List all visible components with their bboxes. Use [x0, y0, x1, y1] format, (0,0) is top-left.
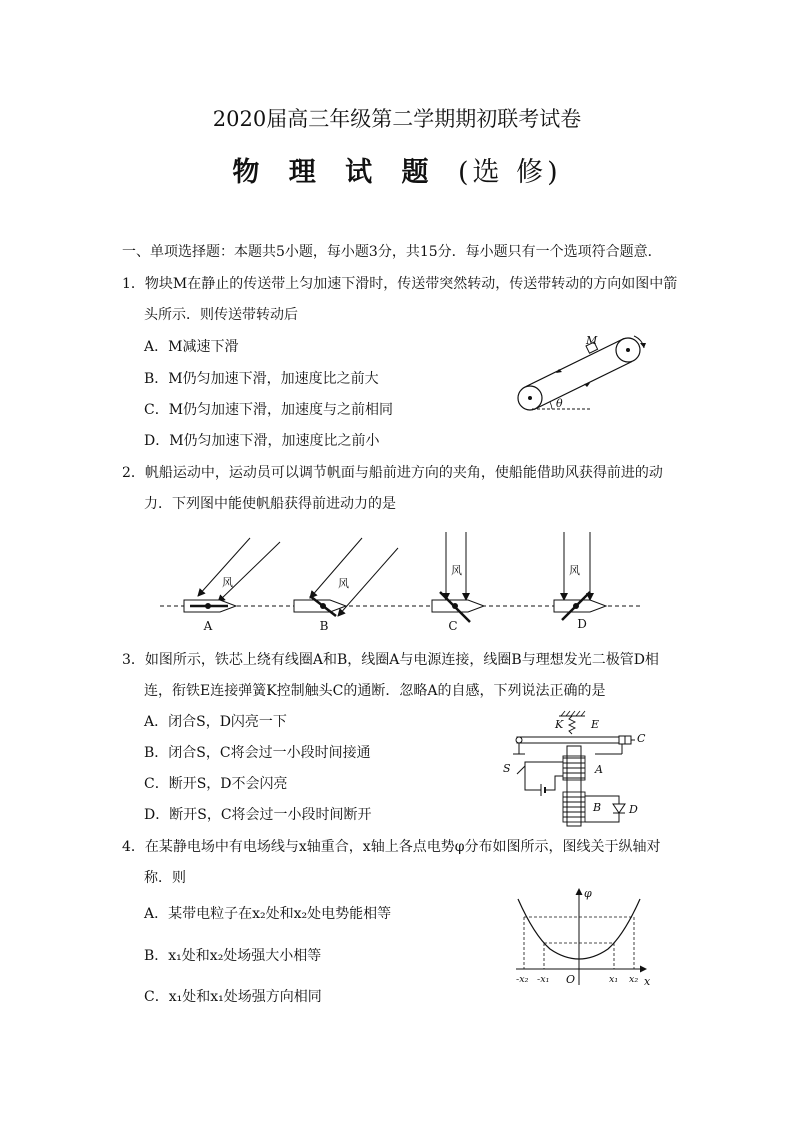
subject-suffix: (选 修) — [457, 157, 562, 188]
q2-stem-line2: 力．下列图中能使帆船获得前进动力的是 — [144, 496, 396, 512]
q1-option-a: A．M减速下滑 — [144, 339, 239, 355]
q2-label-d: D — [577, 617, 587, 631]
q2-label-a: A — [203, 619, 213, 633]
q1-label-m: M — [586, 334, 598, 347]
q4-tick-neg-x2: -x₂ — [516, 974, 529, 985]
q1-option-b: B．M仍匀加速下滑，加速度比之前大 — [144, 371, 379, 387]
q2-figure-d — [554, 532, 606, 631]
q1-option-c: C．M仍匀加速下滑，加速度与之前相同 — [144, 402, 394, 418]
q4-tick-neg-x1: -x₁ — [537, 974, 550, 985]
q3-label-c: C — [637, 732, 646, 745]
q2-figure-c — [432, 532, 484, 633]
q2-wind-b: 风 — [338, 577, 349, 590]
q3-option-d: D．断开S，C将会过一小段时间断开 — [144, 807, 372, 823]
q3-stem-line2: 连，衔铁E连接弹簧K控制触头C的通断．忽略A的自感，下列说法正确的是 — [144, 683, 606, 699]
q1-stem-line2: 头所示．则传送带转动后 — [144, 307, 298, 323]
q2-wind-d: 风 — [569, 564, 580, 577]
q3-label-a: A — [595, 763, 603, 776]
q1-stem-line1: 1．物块M在静止的传送带上匀加速下滑时，传送带突然转动，传送带转动的方向如图中箭 — [122, 276, 678, 292]
q2-wind-c: 风 — [451, 564, 462, 577]
q4-axis-phi: φ — [584, 887, 592, 900]
q2-sailboat-figure — [150, 530, 650, 635]
q2-figure-b — [294, 538, 398, 633]
q4-potential-graph — [510, 885, 660, 990]
q3-option-b: B．闭合S，C将会过一小段时间接通 — [144, 745, 371, 761]
q3-option-c: C．断开S，D不会闪亮 — [144, 776, 288, 792]
q4-tick-x1: x₁ — [609, 974, 619, 985]
q4-option-c: C．x₁处和x₁处场强方向相同 — [144, 989, 322, 1005]
q3-label-d: D — [629, 803, 638, 816]
q4-tick-x2: x₂ — [629, 974, 639, 985]
q2-label-b: B — [319, 619, 329, 633]
q3-label-s: S — [503, 762, 511, 775]
q2-figure-a — [184, 538, 280, 633]
q2-label-c: C — [448, 619, 458, 633]
q3-circuit-figure — [495, 710, 655, 830]
q1-option-d: D．M仍匀加速下滑，加速度比之前小 — [144, 433, 380, 449]
q3-stem-line1: 3．如图所示，铁芯上绕有线圈A和B，线圈A与电源连接，线圈B与理想发光二极管D相 — [122, 652, 659, 668]
q4-option-a: A．某带电粒子在x₂处和x₂处电势能相等 — [144, 906, 392, 922]
q3-option-a: A．闭合S，D闪亮一下 — [144, 714, 287, 730]
q3-label-b: B — [593, 801, 602, 814]
q1-label-theta: θ — [556, 397, 563, 410]
q3-label-e: E — [591, 718, 600, 731]
q4-axis-x: x — [644, 975, 651, 988]
exam-title: 2020届高三年级第二学期期初联考试卷 — [212, 107, 582, 131]
q1-conveyor-figure — [512, 330, 662, 420]
subject-name: 物 理 试 题 — [232, 157, 439, 188]
q2-wind-a: 风 — [222, 576, 233, 589]
q4-option-b: B．x₁处和x₂处场强大小相等 — [144, 948, 322, 964]
q4-stem-line1: 4．在某静电场中有电场线与x轴重合，x轴上各点电势φ分布如图所示，图线关于纵轴对 — [122, 839, 661, 855]
section-heading: 一、单项选择题：本题共5小题，每小题3分，共15分．每小题只有一个选项符合题意． — [122, 244, 662, 260]
q4-stem-line2: 称．则 — [144, 870, 186, 886]
q3-label-k: K — [555, 718, 564, 731]
subject-title — [0, 156, 794, 190]
q4-origin: O — [566, 973, 576, 986]
q2-stem-line1: 2．帆船运动中，运动员可以调节帆面与船前进方向的夹角，使船能借助风获得前进的动 — [122, 465, 663, 481]
